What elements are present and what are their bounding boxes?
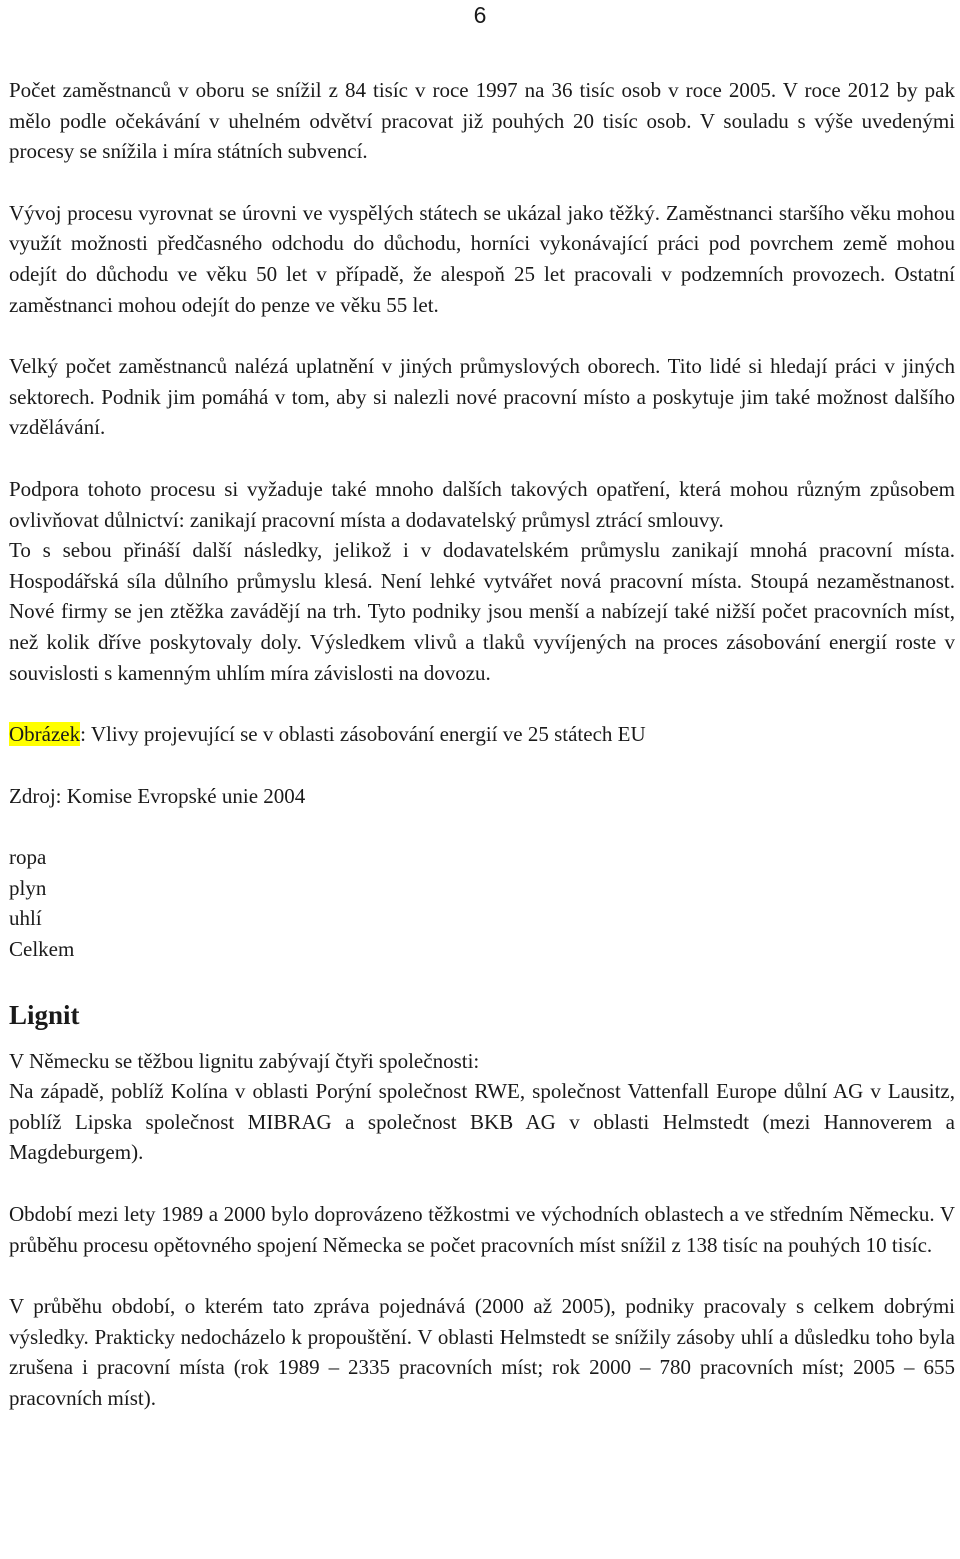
figure-caption-text: : Vlivy projevující se v oblasti zásobování energií ve 25 státech EU (80, 722, 646, 747)
figure-item-gas: plyn (9, 875, 47, 900)
paragraph-lignite-companies-intro: V Německu se těžbou lignitu zabývají čtyři společnosti: (9, 1048, 480, 1073)
figure-item-oil: ropa (9, 845, 47, 870)
paragraph-support-measures: Podpora tohoto procesu si vyžaduje také mnoho dalších takových opatření, která mohou různým způsobem ovlivňovat důlnictví: zanikají pracovní místa a dodavatelský průmysl ztrácí smlouvy. (9, 476, 955, 532)
paragraph-consequences: To s sebou přináší další následky, jelikož i v dodavatelském průmyslu zanikají mnohá pracovní místa. Hospodářská síla důlního průmyslu klesá. Není lehké vytvářet nová pracovní místa. Stoupá nezaměstnanost. Nové firmy se jen ztěžka zavádějí na trh. Tyto podniky jsou menší a nabízejí také nižší počet pracovních míst, než kolik dříve poskytovaly doly. Výsledkem vlivů a tlaků vyvíjených na proces zásobování energií roste v souvislosti s kamenným uhlím míra závislosti na dovozu. (9, 538, 955, 685)
paragraph-other-industries: Velký počet zaměstnanců nalézá uplatnění v jiných průmyslových oborech. Tito lidé si hledají práci v jiných sektorech. Podnik jim pomáhá v tom, aby si nalezli nové pracovní místo a poskytuje jim také možnost dalšího vzdělávání. (9, 354, 955, 440)
figure-source: Zdroj: Komise Evropské unie 2004 (9, 783, 306, 808)
figure-item-total: Celkem (9, 937, 75, 962)
paragraph-lignite-companies: Na západě, poblíž Kolína v oblasti Porýní společnost RWE, společnost Vattenfall Europe důlní AG v Lausitz, poblíž Lipska společnost MIBRAG a společnost BKB AG v oblasti Helmstedt (mezi Hannoverem a Magdeburgem). (9, 1079, 955, 1165)
figure-item-list (9, 842, 955, 964)
paragraph-2000-2005: V průběhu období, o kterém tato zpráva pojednává (2000 až 2005), podniky pracovaly s celkem dobrými výsledky. Prakticky nedocházelo k propouštění. V oblasti Helmstedt se snížily zásoby uhlí a důsledku toho byla zrušena i pracovní místa (rok 1989 – 2335 pracovních míst; rok 2000 – 780 pracovních míst; 2005 – 655 pracovních míst). (9, 1294, 955, 1410)
document-body (9, 75, 955, 1414)
figure-label: Obrázek (9, 722, 81, 747)
page-number: 6 (473, 2, 487, 28)
section-heading-lignite: Lignit (9, 999, 80, 1030)
paragraph-1989-2000: Období mezi lety 1989 a 2000 bylo doprovázeno těžkostmi ve východních oblastech a ve středním Německu. V průběhu procesu opětovného spojení Německa se počet pracovních míst snížil z 138 tisíc na pouhých 10 tisíc. (9, 1202, 955, 1257)
figure-item-coal: uhlí (9, 906, 42, 931)
paragraph-employment-decline: Počet zaměstnanců v oboru se snížil z 84 tisíc v roce 1997 na 36 tisíc osob v roce 2005. V roce 2012 by pak mělo podle očekávání v uhelném odvětví pracovat již pouhých 20 tisíc osob. V souladu s výše uvedenými procesy se snížila i míra státních subvencí. (9, 78, 955, 164)
paragraph-early-retirement: Vývoj procesu vyrovnat se úrovni ve vyspělých státech se ukázal jako těžký. Zaměstnanci staršího věku mohou využít možnosti předčasného odchodu do důchodu, horníci vykonávající práci pod povrchem země mohou odejít do důchodu ve věku 50 let v případě, že alespoň 25 let pracovali v podzemních provozech. Ostatní zaměstnanci mohou odejít do penze ve věku 55 let. (9, 200, 955, 317)
figure-caption (9, 719, 955, 750)
